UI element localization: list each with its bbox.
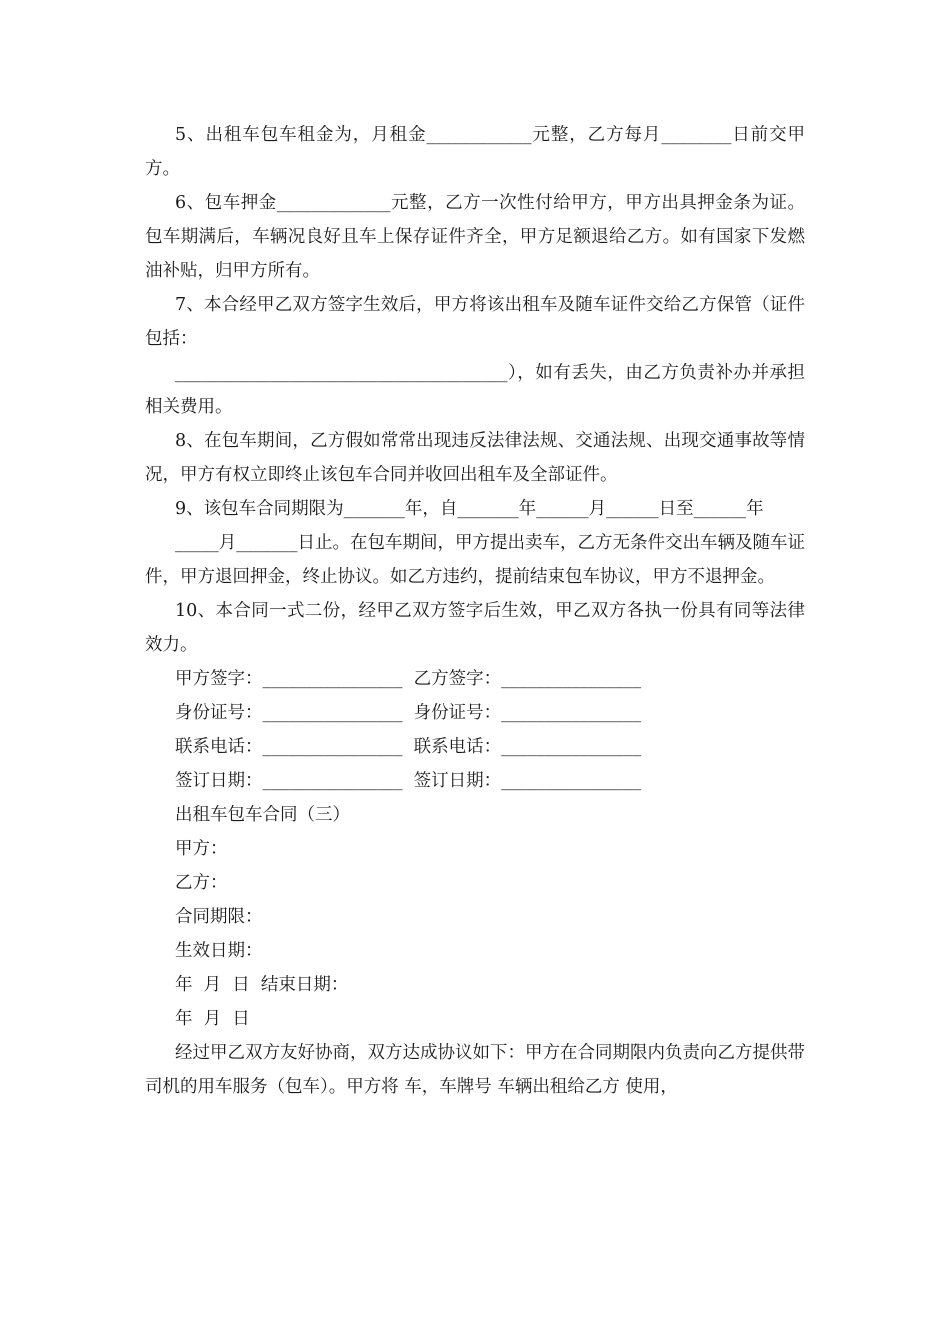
clause-5: 5、出租车包车租金为，月租金____________元整，乙方每月________日前交甲方。 xyxy=(145,125,805,179)
document-page xyxy=(145,118,805,1104)
phone-row: 联系电话：________________ 联系电话：________________ xyxy=(175,737,642,757)
clause-8: 8、在包车期间，乙方假如常常出现违反法律法规、交通法规、出现交通事故等情况，甲方有权立即终止该包车合同并收回出租车及全部证件。 xyxy=(145,431,805,485)
clause-9: 9、该包车合同期限为_______年，自_______年______月______日至______年 xyxy=(175,499,764,519)
contract-3-intro: 经过甲乙双方友好协商，双方达成协议如下：甲方在合同期限内负责向乙方提供带司机的用车服务（包车）。甲方将 车，车牌号 车辆出租给乙方 使用， xyxy=(145,1043,805,1097)
clause-6: 6、包车押金_____________元整，乙方一次性付给甲方，甲方出具押金条为证。包车期满后，车辆况良好且车上保存证件齐全，甲方足额退给乙方。如有国家下发燃油补贴，归甲方所有。 xyxy=(145,193,805,281)
signature-row: 甲方签字：________________ 乙方签字：________________ xyxy=(175,669,642,689)
date-line: 年 月 日 xyxy=(175,1009,250,1029)
party-b-label: 乙方： xyxy=(175,873,228,893)
clause-10: 10、本合同一式二份，经甲乙双方签字后生效，甲乙双方各执一份具有同等法律效力。 xyxy=(145,601,805,655)
clause-9-continued: _____月_______日止。在包车期间，甲方提出卖车，乙方无条件交出车辆及随车证件，甲方退回押金，终止协议。如乙方违约，提前结束包车协议，甲方不退押金。 xyxy=(145,533,805,587)
sign-date-row: 签订日期：________________ 签订日期：________________ xyxy=(175,771,642,791)
contract-term-label: 合同期限： xyxy=(175,907,263,927)
clause-7-continued: ______________________________________），如有丢失，由乙方负责补办并承担相关费用。 xyxy=(145,363,805,417)
contract-3-title: 出租车包车合同（三） xyxy=(175,805,350,825)
end-date-line: 年 月 日 结束日期： xyxy=(175,975,349,995)
id-number-row: 身份证号：________________ 身份证号：________________ xyxy=(175,703,642,723)
effective-date-label: 生效日期： xyxy=(175,941,263,961)
party-a-label: 甲方： xyxy=(175,839,228,859)
signature-block xyxy=(145,662,805,798)
clause-7: 7、本合经甲乙双方签字生效后，甲方将该出租车及随车证件交给乙方保管（证件包括： xyxy=(145,295,805,349)
